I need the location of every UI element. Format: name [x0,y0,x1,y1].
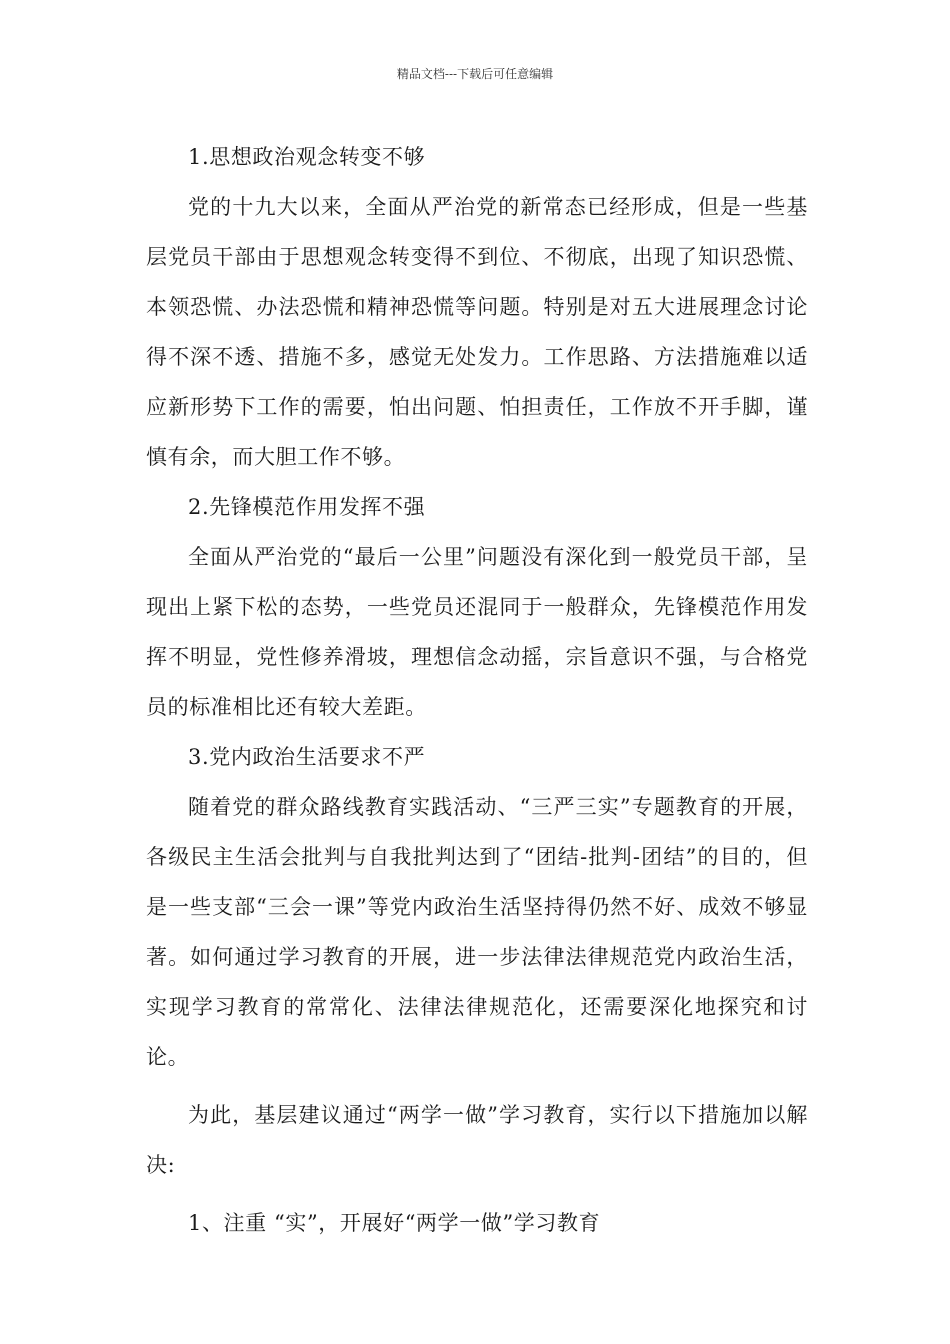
paragraph-2: 全面从严治党的“最后一公里”问题没有深化到一般党员干部，呈现出上紧下松的态势，一些党员还混同于一般群众，先锋模范作用发挥不明显，党性修养滑坡，理想信念动摇，宗旨意识不强，与合格党员的标准相比还有较大差距。 [146,545,808,719]
paragraph-1: 党的十九大以来，全面从严治党的新常态已经形成，但是一些基层党员干部由于思想观念转变得不到位、不彻底，出现了知识恐慌、本领恐慌、办法恐慌和精神恐慌等问题。特别是对五大进展理念讨论得不深不透、措施不多，感觉无处发力。工作思路、方法措施难以适应新形势下工作的需要，怕出问题、怕担责任，工作放不开手脚，谨慎有余，而大胆工作不够。 [146,195,808,469]
section-heading-2: 2.先锋模范作用发挥不强 [188,495,426,519]
section-heading-3: 3.党内政治生活要求不严 [188,745,426,769]
section-heading-1: 1.思想政治观念转变不够 [188,145,426,169]
paragraph-4: 为此，基层建议通过“两学一做”学习教育，实行以下措施加以解决: [146,1103,808,1177]
page-header: 精品文档---下载后可任意编辑 [396,67,554,81]
document-body [146,132,808,1248]
paragraph-3: 随着党的群众路线教育实践活动、“三严三实”专题教育的开展，各级民主生活会批判与自我批判达到了“团结-批判-团结”的目的，但是一些支部“三会一课”等党内政治生活坚持得仍然不好、成效不够显著。如何通过学习教育的开展，进一步法律法律规范党内政治生活，实现学习教育的常常化、法律法律规范化，还需要深化地探究和讨论。 [146,795,808,1069]
section-heading-4: 1、注重 “实”，开展好“两学一做”学习教育 [188,1211,601,1235]
